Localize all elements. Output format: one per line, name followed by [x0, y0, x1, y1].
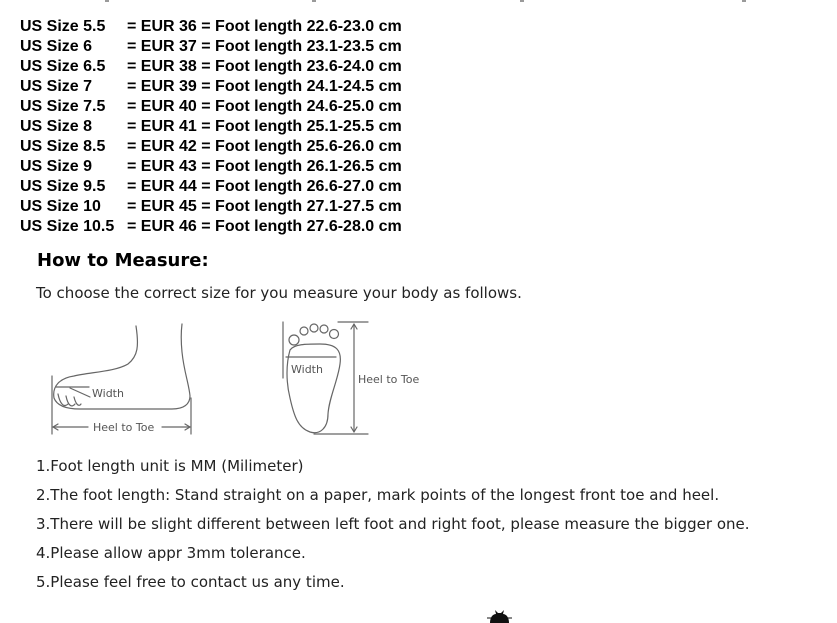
us-size-label: US Size 10	[20, 198, 101, 215]
toe-outline	[300, 327, 308, 335]
width-label: Width	[291, 363, 323, 376]
width-label: Width	[92, 387, 124, 400]
note-item: 2.The foot length: Stand straight on a paper, mark points of the longest front toe and heel.	[36, 486, 720, 504]
size-conversion: = EUR 44 = Foot length 26.6-27.0 cm	[127, 178, 402, 195]
foot-top-view-diagram	[276, 318, 426, 440]
us-size-label: US Size 9	[20, 158, 93, 175]
note-item: 1.Foot length unit is MM (Milimeter)	[36, 457, 304, 475]
toe-outline	[320, 325, 328, 333]
top-strip-mark	[312, 0, 316, 2]
us-size-label: US Size 6.5	[20, 58, 106, 75]
heel-to-toe-label: Heel to Toe	[358, 373, 420, 386]
us-size-label: US Size 8.5	[20, 138, 106, 155]
size-conversion: = EUR 42 = Foot length 25.6-26.0 cm	[127, 138, 402, 155]
size-conversion: = EUR 39 = Foot length 24.1-24.5 cm	[127, 78, 402, 95]
size-conversion: = EUR 41 = Foot length 25.1-25.5 cm	[127, 118, 402, 135]
top-strip-mark	[742, 0, 746, 2]
us-size-label: US Size 6	[20, 38, 93, 55]
toe-outline	[289, 335, 299, 345]
us-size-label: US Size 8	[20, 118, 93, 135]
size-conversion: = EUR 40 = Foot length 24.6-25.0 cm	[127, 98, 402, 115]
measure-intro-text: To choose the correct size for you measure your body as follows.	[36, 284, 522, 302]
how-to-measure-heading: How to Measure:	[37, 250, 209, 271]
measurement-notes	[36, 456, 750, 601]
top-strip-mark	[520, 0, 524, 2]
width-arrow-line	[70, 388, 90, 397]
cropped-top-strip	[0, 0, 837, 4]
us-size-label: US Size 5.5	[20, 18, 106, 35]
toe-outline	[330, 330, 339, 339]
us-size-label: US Size 10.5	[20, 218, 115, 235]
heel-to-toe-label: Heel to Toe	[93, 421, 155, 434]
note-item: 5.Please feel free to contact us any time.	[36, 573, 345, 591]
us-size-label: US Size 9.5	[20, 178, 106, 195]
toe-outline	[310, 324, 318, 332]
foot-side-view-diagram	[44, 318, 204, 442]
toe-outline	[58, 394, 81, 406]
top-strip-mark	[105, 0, 109, 2]
size-conversion: = EUR 36 = Foot length 22.6-23.0 cm	[127, 18, 402, 35]
size-conversion: = EUR 43 = Foot length 26.1-26.5 cm	[127, 158, 402, 175]
us-size-label: US Size 7	[20, 78, 93, 95]
size-conversion: = EUR 37 = Foot length 23.1-23.5 cm	[127, 38, 402, 55]
size-conversion: = EUR 46 = Foot length 27.6-28.0 cm	[127, 218, 402, 235]
size-conversion: = EUR 38 = Foot length 23.6-24.0 cm	[127, 58, 402, 75]
size-conversion: = EUR 45 = Foot length 27.1-27.5 cm	[127, 198, 402, 215]
note-item: 4.Please allow appr 3mm tolerance.	[36, 544, 306, 562]
cat-silhouette-icon	[484, 609, 514, 623]
note-item: 3.There will be slight different between left foot and right foot, please measure the bigger one.	[36, 515, 750, 533]
us-size-label: US Size 7.5	[20, 98, 106, 115]
